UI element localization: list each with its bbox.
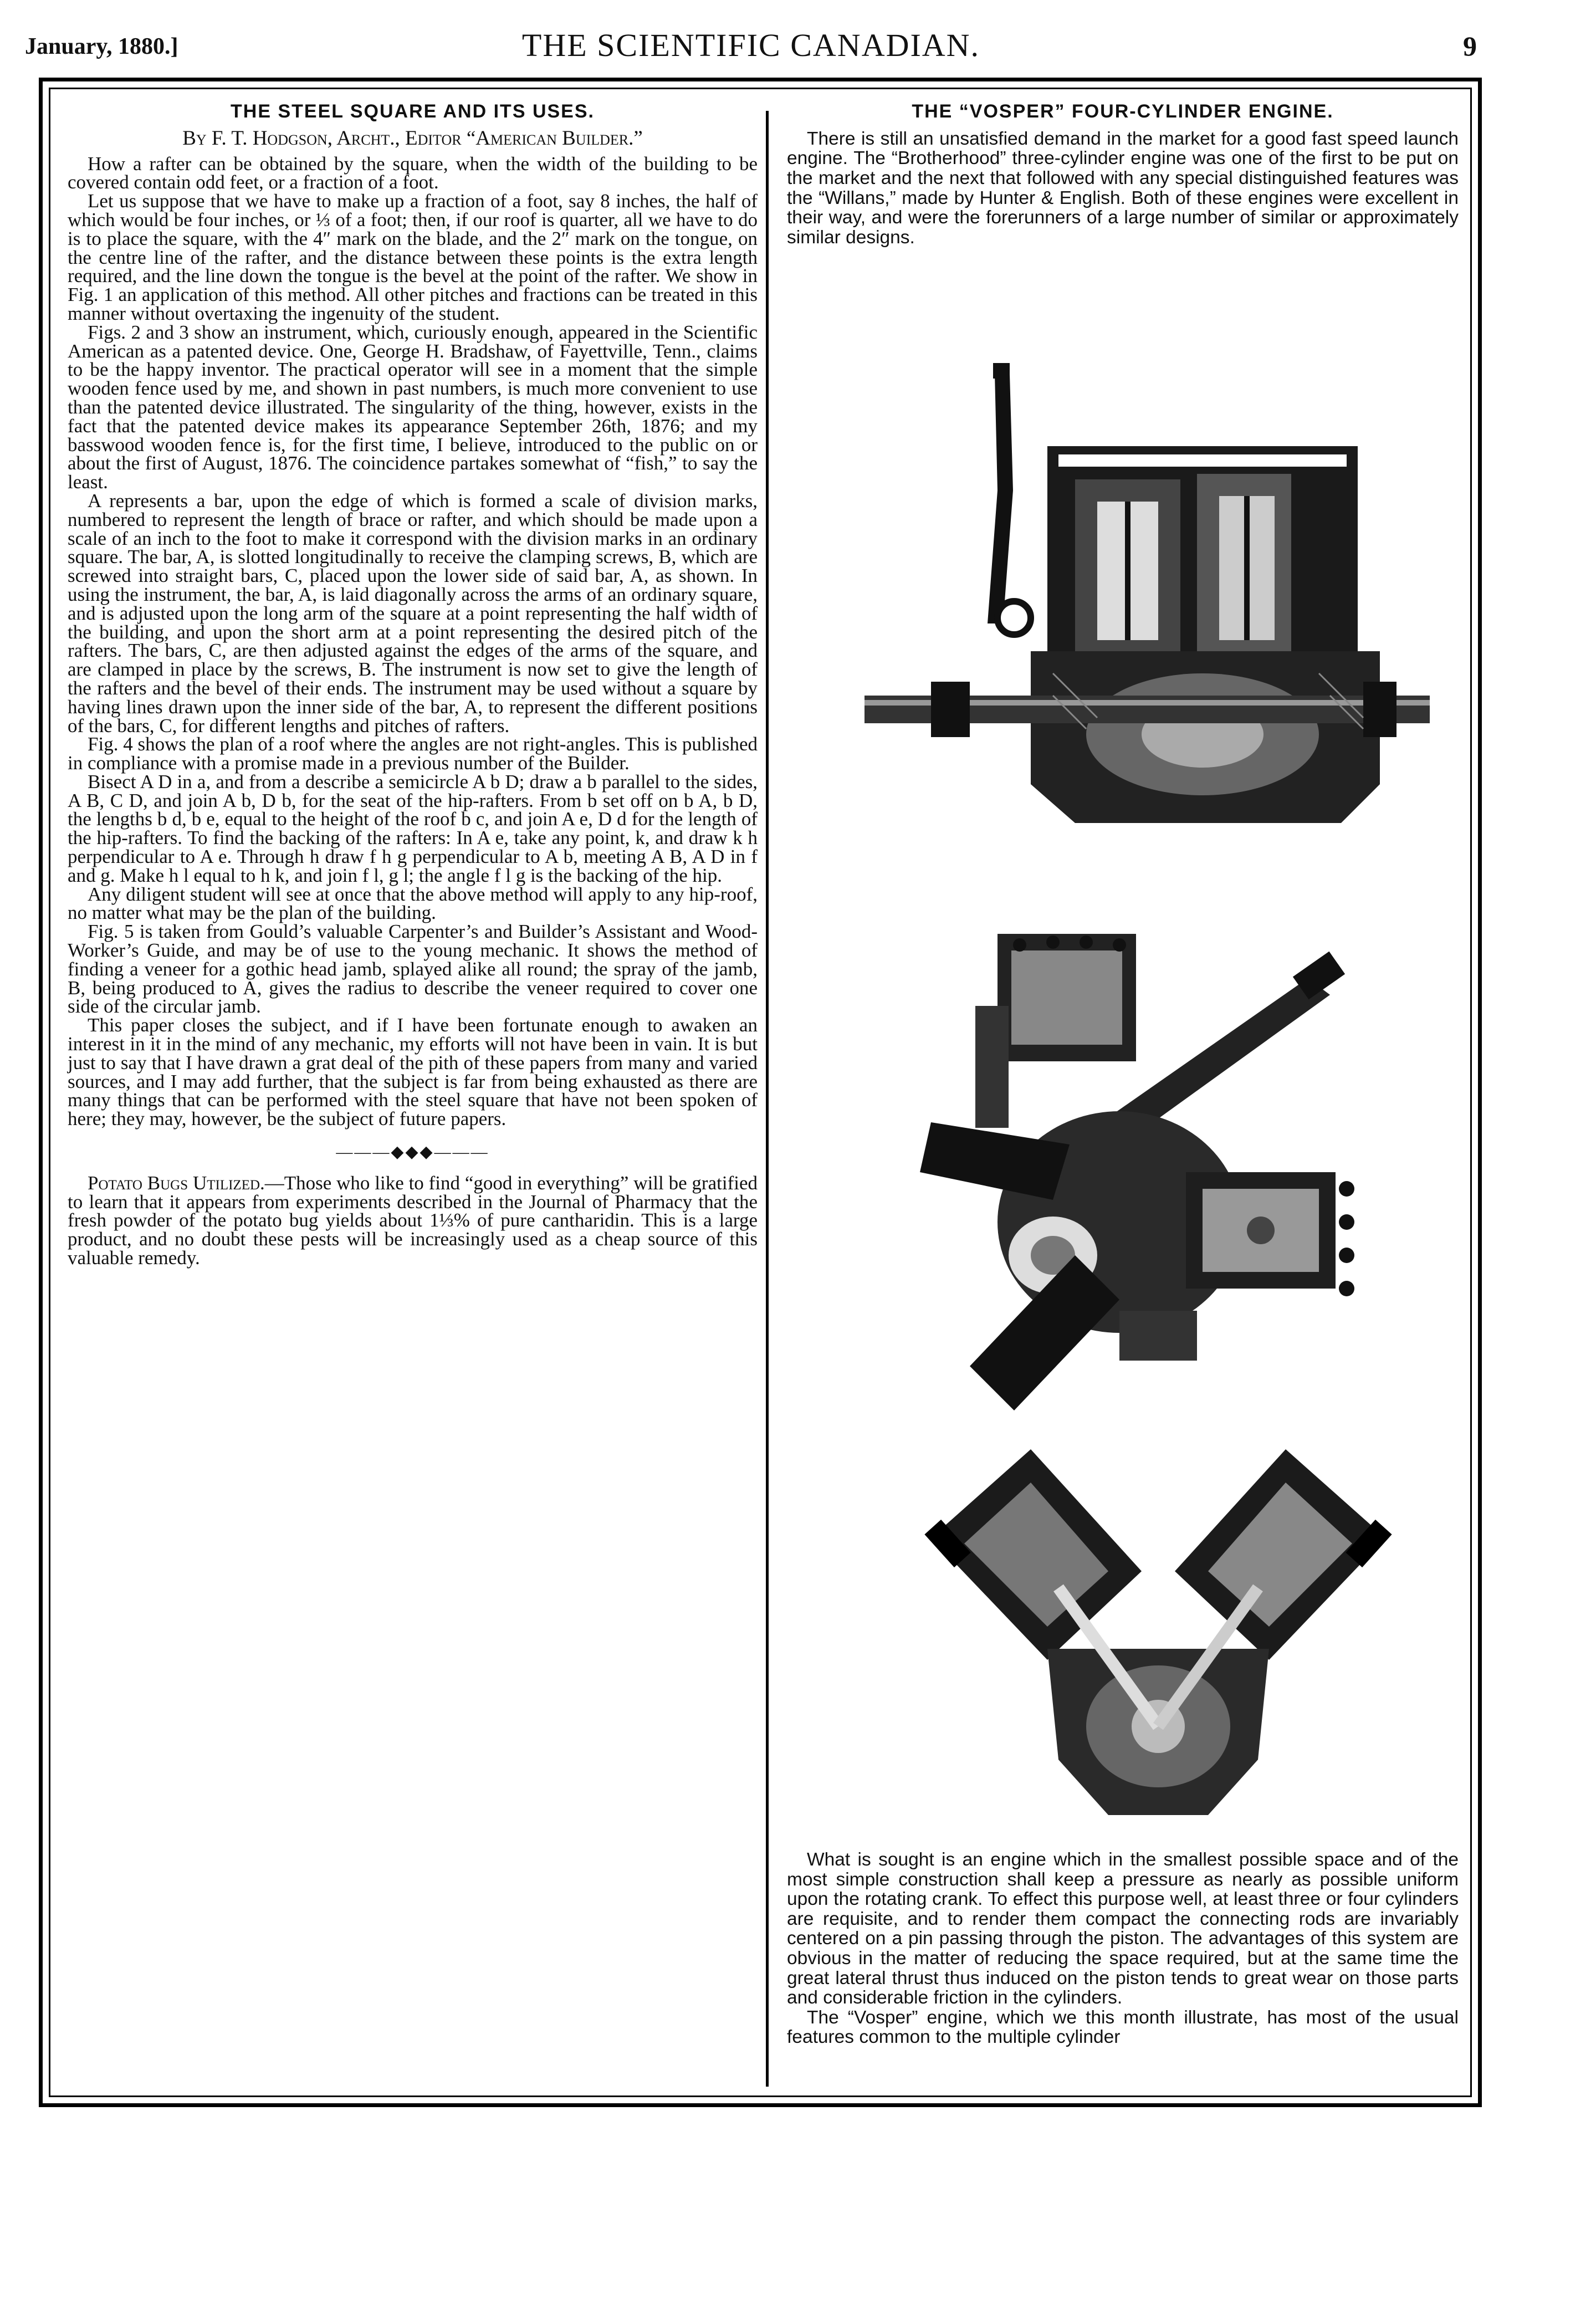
article-title-steel-square: THE STEEL SQUARE AND ITS USES.	[231, 101, 595, 122]
paragraph: This paper closes the subject, and if I have been fortunate enough to awaken an interest in it in the mind of any mechanic, my efforts will not have been in vain. It is but just to say that I have drawn a grat deal of the pith of these papers from many and varied sources, and I may add further, that the subject is far from being exhausted as there are many things that can be performed with the steel square that have not been spoken of here; they may, however, be the subject of future papers.	[68, 1014, 758, 1130]
journal-title: THE SCIENTIFIC CANADIAN.	[521, 27, 980, 63]
paragraph: The “Vosper” engine, which we this month illustrate, has most of the usual features common to the multiple cylinder	[787, 2007, 1459, 2048]
paragraph: A represents a bar, upon the edge of which is formed a scale of division marks, numbered to represent the length of brace or rafter, and which should be made upon a scale of an inch to the foot to make it correspond with the division marks in an ordinary square. The bar, A, is slotted longitudinally to receive the clamping screws, B, which are screwed into straight bars, C, placed upon the lower side of said bar, A, as shown. In using the instrument, the bar, A, is laid diagonally across the arms of an ordinary square, and is adjusted upon the long arm of the square at a point representing the half width of the building, and upon the short arm at a point representing the desired pitch of the rafters. The bars, C, are then adjusted against the edges of the arms of the square, and are clamped in place by the screws, B. The instrument is now set to give the length of the rafters and the bevel of their ends. The instrument may be used without a square by having lines drawn upon the inner side of the bar, A, to represent the different positions of the bars, C, for different lengths and pitches of rafters.	[68, 489, 758, 737]
article-byline: By F. T. Hodgson, Archt., Editor “American Builder.”	[182, 126, 643, 150]
article-title-vosper-engine: THE “VOSPER” FOUR-CYLINDER ENGINE.	[912, 101, 1334, 122]
column-rule	[766, 111, 769, 2087]
paragraph: Fig. 4 shows the plan of a roof where the angles are not right-angles. This is published in compliance with a promise made in a previous number of the Builder.	[68, 733, 758, 774]
paragraph: Let us suppose that we have to make up a fraction of a foot, say 8 inches, the half of which would be four inches, or ⅓ of a foot; then, if our roof is quarter, all we have to do is to place the square, with the 4″ mark on the blade, and the 2″ mark on the tongue, on the centre line of the rafter, and the distance between these points is the extra length required, and the line down the tongue is the bevel at the point of the rafter. We show in Fig. 1 an application of this method. All other pitches and fractions can be treated in this manner without overtaxing the ingenuity of the student.	[68, 190, 758, 324]
paragraph: Figs. 2 and 3 show an instrument, which, curiously enough, appeared in the Scientific American as a patented device. One, George H. Bradshaw, of Fayettville, Tenn., claims to be the happy inventor. The practical operator will see in a moment that the simple wooden fence used by me, and shown in past numbers, is much more convenient to use than the patented device illustrated. The singularity of the thing, however, exists in the fact that the patented device makes its appearance September 26th, 1876; and my basswood wooden fence is, for the first time, I believe, introduced to the public on or about the first of August, 1876. The coincidence partakes somewhat of “fish,” to say the least.	[68, 321, 758, 493]
paragraph: How a rafter can be obtained by the square, when the width of the building to be covered contain odd feet, or a fraction of a foot.	[68, 152, 758, 193]
right-column-bottom	[787, 1850, 1459, 2047]
right-column-top	[787, 103, 1459, 247]
section-separator: ———◆◆◆———	[336, 1143, 489, 1162]
left-column	[68, 103, 758, 1267]
engine-section-illustration	[864, 363, 1430, 878]
potato-bugs-body: —Those who like to find “good in everything” will be gratified to learn that it appears from experiments described in the Journal of Pharmacy that the fresh powder of the potato bug yields about 1⅓% of pure cantharidin. This is a large product, and no doubt these pests will be increasingly used as a cheap source of this valuable remedy.	[68, 1172, 758, 1269]
intro-paragraph: There is still an unsatisfied demand in the market for a good fast speed launch engine. The “Brotherhood” three-cylinder engine was one of the first to be put on the market and the next that followed with any special distinguished features was the “Willans,” made by Hunter & English. Both of these engines were excellent in their way, and were the forerunners of a large number of similar or approximately similar designs.	[787, 128, 1459, 248]
paragraph: What is sought is an engine which in the smallest possible space and of the most simple construction shall keep a pressure as nearly as possible uniform upon the rotating crank. To effect this purpose well, at least three or four cylinders are requisite, and to render them compact the connecting rods are invariably centered on a pin passing through the piston. The advantages of this system are obvious in the matter of reducing the space required, but at the same time the great lateral thrust thus induced on the piston tends to great wear on those parts and considerable friction in the cylinders.	[787, 1849, 1459, 2008]
paragraph: Fig. 5 is taken from Gould’s valuable Carpenter’s and Builder’s Assistant and Wood-Worker’s Guide, and may be of use to the young mechanic. It shows the method of finding a veneer for a gothic head jamb, splayed alike all round; the spray of the jamb, B, being produced to A, gives the radius to describe the veneer required to cover one side of the circular jamb.	[68, 921, 758, 1018]
engine-v-section-illustration	[920, 1449, 1396, 1826]
issue-date: January, 1880.]	[25, 34, 178, 59]
page-number: 9	[1463, 30, 1477, 62]
engine-exterior-illustration	[887, 912, 1413, 1438]
potato-bugs-lead: Potato Bugs Utilized.	[88, 1172, 265, 1194]
running-head	[25, 27, 1477, 65]
paragraph: Any diligent student will see at once that the above method will apply to any hip-roof, no matter what may be the plan of the building.	[68, 883, 758, 924]
potato-bugs-paragraph	[68, 1174, 758, 1267]
paragraph: Bisect A D in a, and from a describe a semicircle A b D; draw a b parallel to the sides, A B, C D, and join A b, D b, for the seat of the hip-rafters. From b set off on b A, b D, the lengths b d, b e, equal to the height of the roof b c, and join A e, D d for the length of the hip-rafters. To find the backing of the rafters: In A e, take any point, k, and draw k h perpendicular to A e. Through h draw f h g perpendicular to A b, meeting A B, A D in f and g. Make h l equal to h k, and join f l, g l; the angle f l g is the backing of the hip.	[68, 770, 758, 886]
